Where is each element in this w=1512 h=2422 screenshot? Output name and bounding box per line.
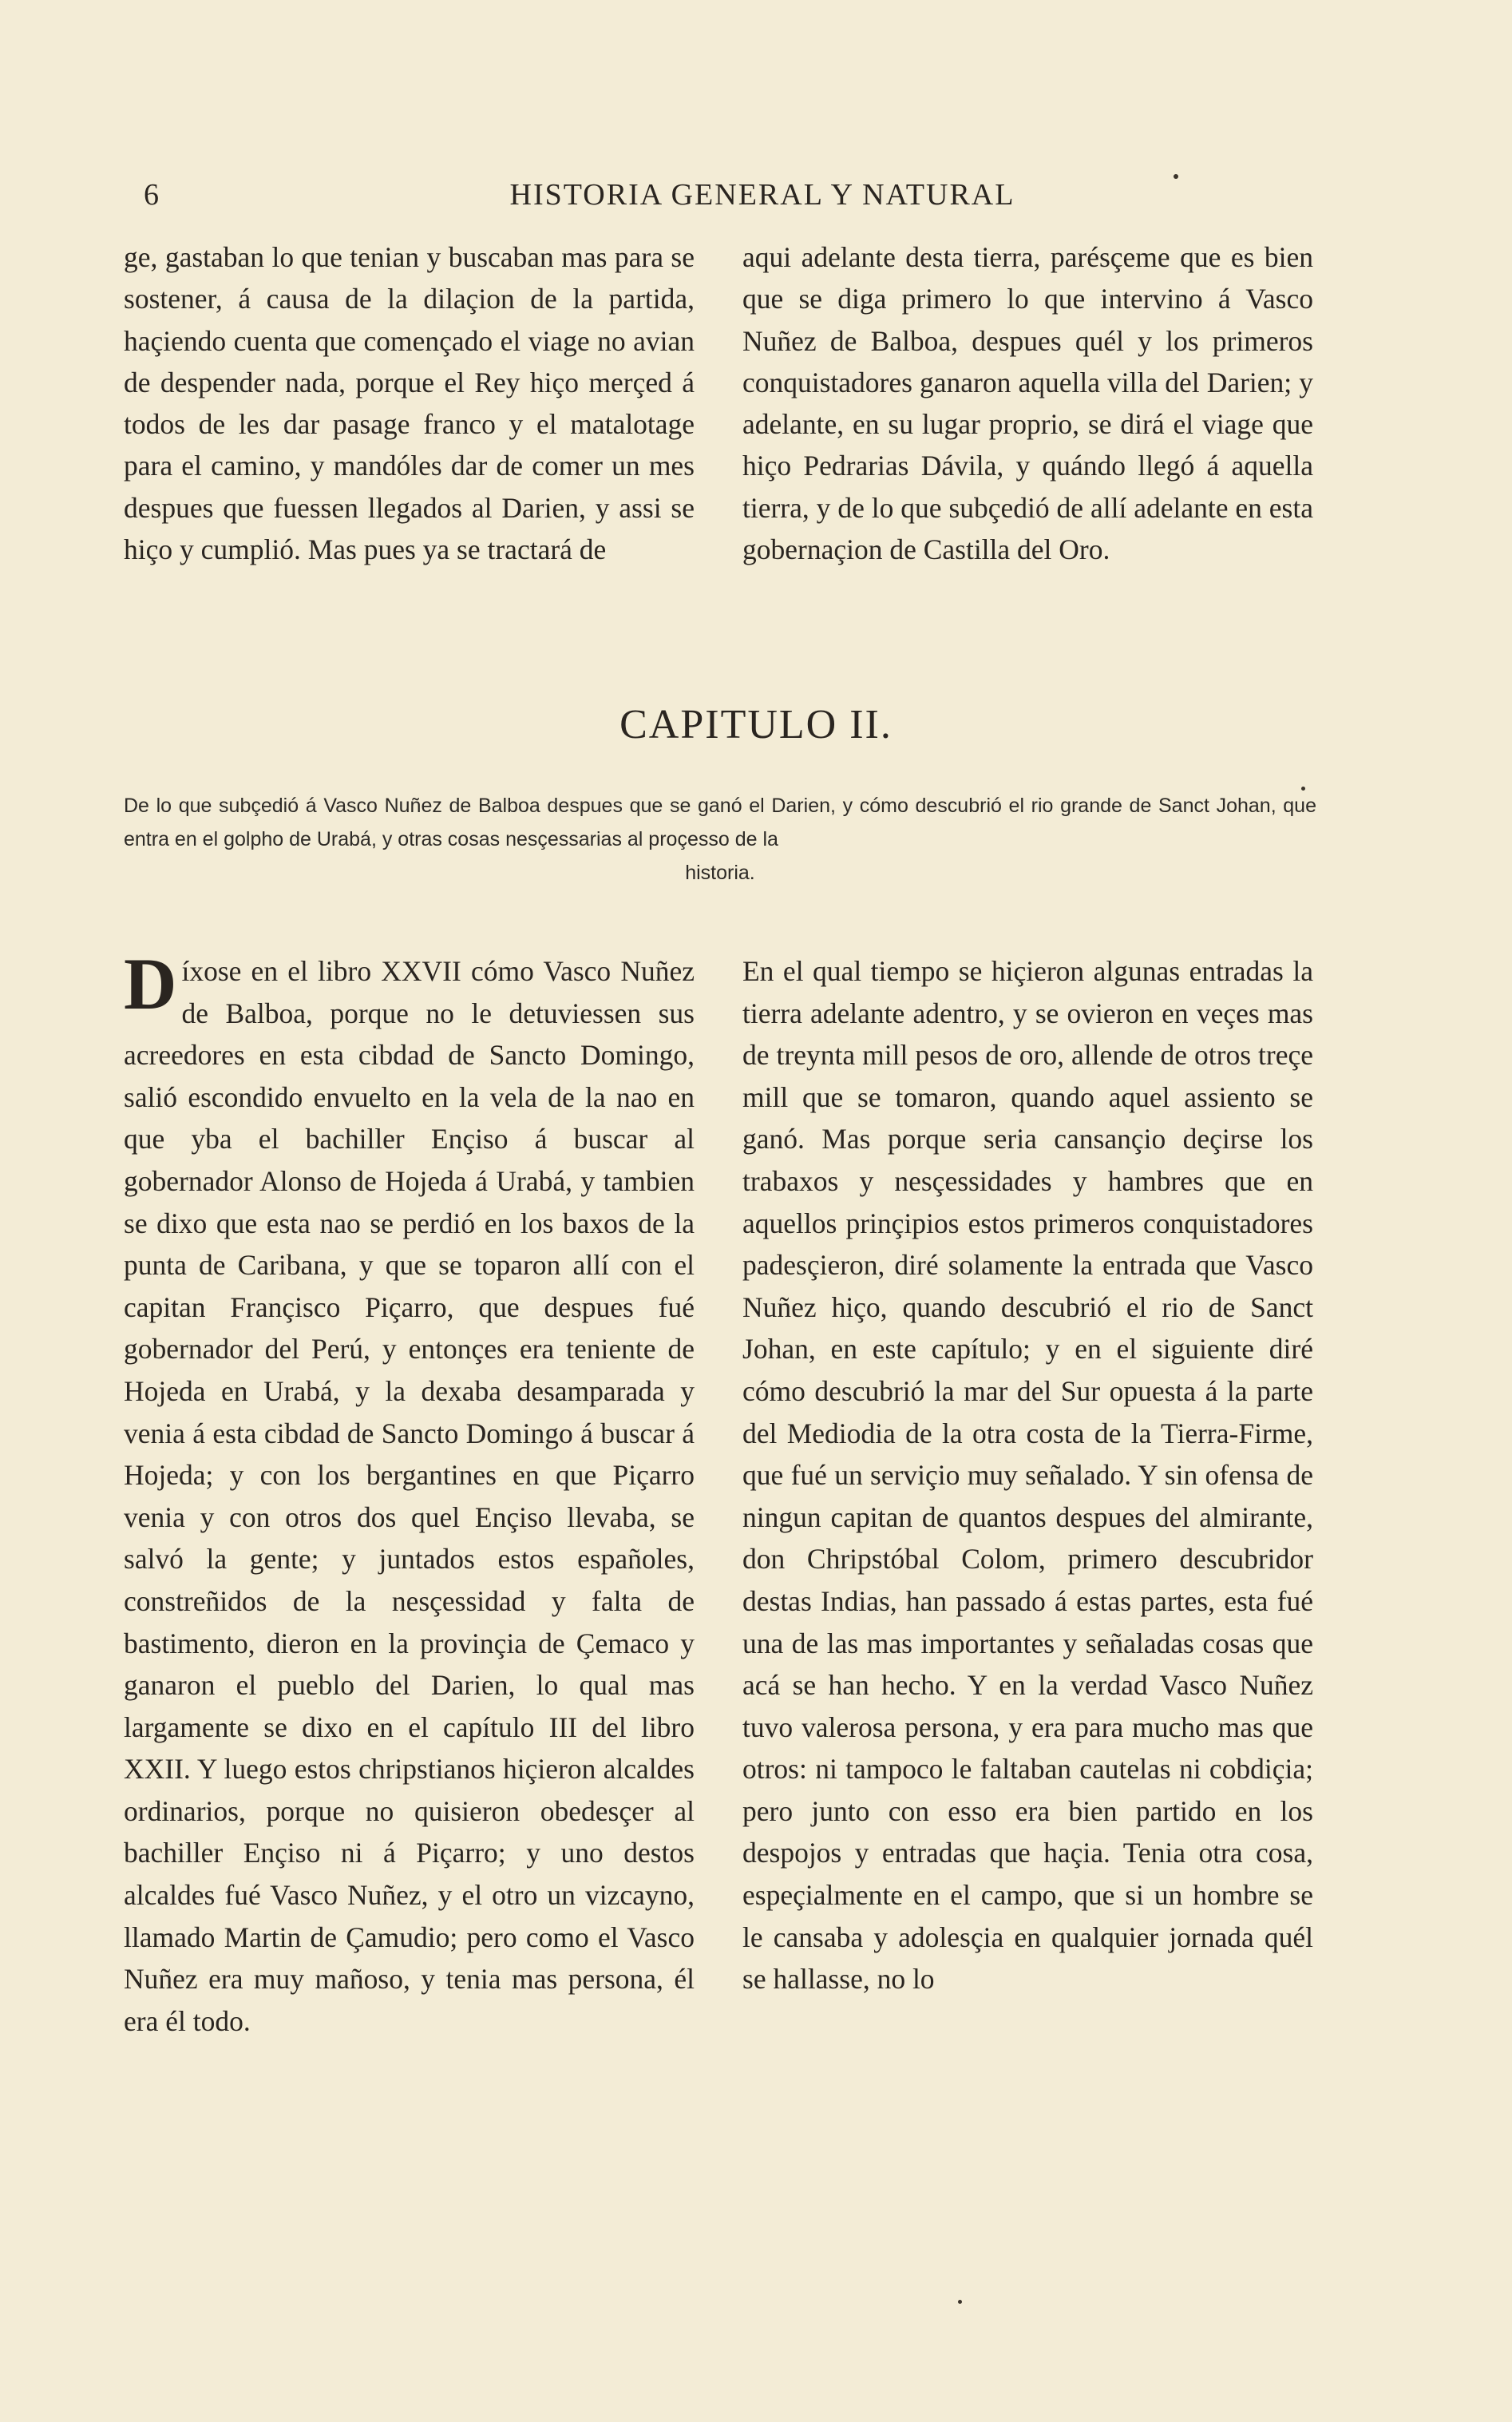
chapter-summary-text: De lo que subçedió á Vasco Nuñez de Balboa despues que se ganó el Darien, y cómo descubrió el rio grande de Sanct Johan, que entra en el golpho de Urabá, y otras cosas nesçessarias al proçesso de la <box>124 795 1316 850</box>
chapter-summary-end: historia. <box>685 862 755 884</box>
body-right-column <box>742 950 1313 2000</box>
ink-speck <box>958 2300 962 2304</box>
running-title: HISTORIA GENERAL Y NATURAL <box>509 178 1015 212</box>
top-left-column <box>124 236 695 570</box>
page-number: 6 <box>144 178 160 212</box>
ink-speck <box>1301 787 1305 791</box>
chapter-summary <box>124 789 1316 890</box>
top-left-paragraph: ge, gastaban lo que tenian y buscaban mas para se sostener, á causa de la dilaçion de la partida, haçiendo cuenta que començado el viage no avian de despender nada, porque el Rey hiço merçed á todos de les dar pasage franco y el matalotage para el camino, y mandóles dar de comer un mes despues que fuessen llegados al Darien, y assi se hiço y cumplió. Mas pues ya se tractará de <box>124 241 695 566</box>
top-right-column <box>742 236 1313 570</box>
body-left-column <box>124 943 695 2042</box>
ink-speck <box>1174 174 1178 179</box>
running-head <box>136 177 1389 225</box>
body-left-paragraph: íxose en el libro XXVII cómo Vasco Nuñez de Balboa, porque no le detuviessen sus acreedores en esta cibdad de Sancto Domingo, salió escondido envuelto en la vela de la nao en que yba el bachiller Ençiso á buscar al gobernador Alonso de Hojeda á Urabá, y tambien se dixo que esta nao se perdió en los baxos de la punta de Caribana, y que se toparon allí con el capitan Françisco Piçarro, que despues fué gobernador del Perú, y entonçes era teniente de Hojeda en Urabá, y la dexaba desamparada y venia á esta cibdad de Sancto Domingo á buscar á Hojeda; y con los bergantines en que Piçarro venia y con otros dos quel Ençiso llevaba, se salvó la gente; y juntados estos españoles, constreñidos de la nesçessidad y falta de bastimento, dieron en la provinçia de Çemaco y ganaron el pueblo del Darien, lo qual mas largamente se dixo en el capítulo III del libro XXII. Y luego estos chripstianos hiçieron alcaldes ordinarios, porque no quisieron obedesçer al bachiller Ençiso ni á Piçarro; y uno destos alcaldes fué Vasco Nuñez, y el otro un vizcayno, llamado Martin de Çamudio; pero como el Vasco Nuñez era muy mañoso, y tenia mas persona, él era él todo. <box>124 955 695 2037</box>
top-right-paragraph: aqui adelante desta tierra, parésçeme que es bien que se diga primero lo que intervino á Vasco Nuñez de Balboa, despues quél y los primeros conquistadores ganaron aquella villa del Darien; y adelante, en su lugar proprio, se dirá el viage que hiço Pedrarias Dávila, y quándo llegó á aquella tierra, y de lo que subçedió de allí adelante en esta gobernaçion de Castilla del Oro. <box>742 241 1313 566</box>
body-right-paragraph: En el qual tiempo se hiçieron algunas entradas la tierra adelante adentro, y se ovieron en veçes mas de treynta mill pesos de oro, allende de otros treçe mill que se tomaron, quando aquel assiento se ganó. Mas porque seria cansançio deçirse los trabaxos y nesçessidades y hambres que en aquellos prinçipios estos primeros conquistadores padesçieron, diré solamente la entrada que Vasco Nuñez hiço, quando descubrió el rio de Sanct Johan, en este capítulo; y en el siguiente diré cómo descubrió la mar del Sur opuesta á la parte del Mediodia de la otra costa de la Tierra-Firme, que fué un serviçio muy señalado. Y sin ofensa de ningun capitan de quantos despues del almirante, don Chripstóbal Colom, primero descubridor destas Indias, han passado á estas partes, esta fué una de las mas importantes y señaladas cosas que acá se han hecho. Y en la verdad Vasco Nuñez tuvo valerosa persona, y era para mucho mas que otros: ni tampoco le faltaban cautelas ni cobdiçia; pero junto con esso era bien partido en los despojos y entradas que haçia. Tenia otra cosa, espeçialmente en el campo, que si un hombre se le cansaba y adolesçia en qualquier jornada quél se hallasse, no lo <box>742 955 1313 1996</box>
drop-cap: D <box>124 943 177 1025</box>
chapter-title: CAPITULO II. <box>619 702 893 747</box>
